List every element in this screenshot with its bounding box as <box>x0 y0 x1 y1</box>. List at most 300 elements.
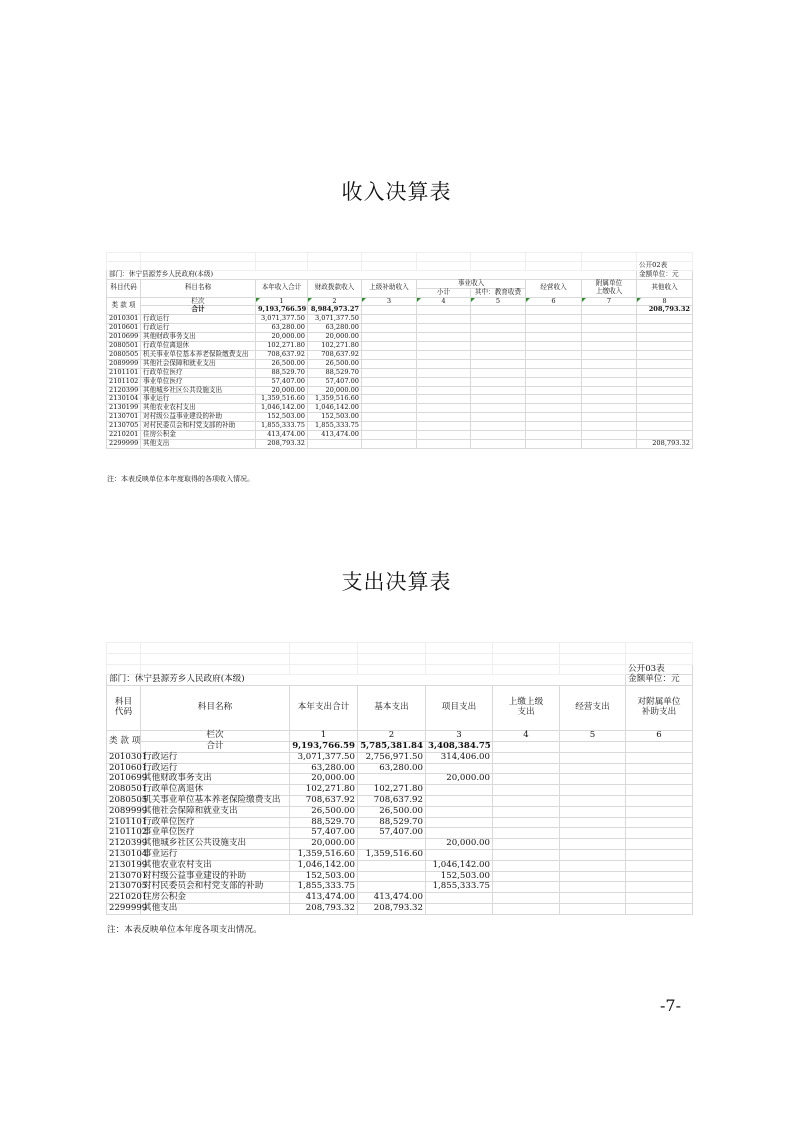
row-code: 2089999 <box>107 806 141 817</box>
empty-cell <box>526 368 582 377</box>
row-code: 2299999 <box>107 440 141 449</box>
empty-cell <box>493 893 560 904</box>
header-total: 本年收入合计 <box>256 279 308 297</box>
col-num: 3 <box>362 297 417 306</box>
empty-cell <box>626 828 693 839</box>
empty-cell <box>582 377 637 386</box>
empty-cell <box>560 752 626 763</box>
table-row <box>107 752 693 763</box>
table-row <box>107 368 693 377</box>
row-fiscal: 708,637.92 <box>308 350 362 359</box>
row-name: 事业运行 <box>141 395 256 404</box>
empty-cell <box>493 785 560 796</box>
row-other <box>637 333 693 342</box>
row-fiscal: 413,474.00 <box>308 431 362 440</box>
row-name: 事业运行 <box>141 849 290 860</box>
empty-cell <box>560 871 626 882</box>
empty-cell <box>560 806 626 817</box>
empty-cell <box>471 377 526 386</box>
empty-cell <box>526 431 582 440</box>
row-code: 2130199 <box>107 860 141 871</box>
row-name: 其他支出 <box>141 440 256 449</box>
sum-fiscal: 8,984,973.27 <box>308 306 362 315</box>
empty-cell <box>417 342 471 351</box>
row-name: 行政运行 <box>141 324 256 333</box>
row-total: 102,271.80 <box>290 785 358 796</box>
row-name: 行政单位医疗 <box>141 368 256 377</box>
empty-cell <box>582 315 637 324</box>
header-code: 科目 代码 <box>107 686 141 731</box>
row-total: 20,000.00 <box>256 333 308 342</box>
row-code: 2080501 <box>107 342 141 351</box>
department-label: 部门：休宁县源芳乡人民政府(本级) <box>107 675 626 686</box>
row-fiscal: 3,071,377.50 <box>308 315 362 324</box>
header-name: 科目名称 <box>141 686 290 731</box>
row-code: 2130701 <box>107 413 141 422</box>
empty-cell <box>493 849 560 860</box>
row-code: 2010699 <box>107 774 141 785</box>
empty-cell <box>493 752 560 763</box>
row-basic <box>358 839 426 850</box>
empty-cell <box>362 333 417 342</box>
header-affil: 附属单位 上缴收入 <box>582 279 637 297</box>
empty-cell <box>493 806 560 817</box>
table-row <box>107 386 693 395</box>
row-code: 2130199 <box>107 404 141 413</box>
empty-cell <box>471 431 526 440</box>
empty-cell <box>471 413 526 422</box>
empty-cell <box>471 333 526 342</box>
table-row <box>107 440 693 449</box>
empty-cell <box>626 785 693 796</box>
header-total: 本年支出合计 <box>290 686 358 731</box>
empty-cell <box>626 806 693 817</box>
empty-cell <box>471 404 526 413</box>
row-total: 1,855,333.75 <box>290 882 358 893</box>
empty-cell <box>493 763 560 774</box>
empty-cell <box>626 860 693 871</box>
row-code: 2080505 <box>107 795 141 806</box>
row-project <box>426 795 493 806</box>
empty-cell <box>362 359 417 368</box>
header-other: 其他收入 <box>637 279 693 297</box>
row-name: 住房公积金 <box>141 893 290 904</box>
empty-cell <box>417 440 471 449</box>
row-name: 行政单位医疗 <box>141 817 290 828</box>
row-basic: 26,500.00 <box>358 806 426 817</box>
sum-project: 3,408,384.75 <box>426 741 493 752</box>
empty-cell <box>582 422 637 431</box>
empty-cell <box>526 404 582 413</box>
table-row <box>107 422 693 431</box>
empty-cell <box>560 860 626 871</box>
col-num: 6 <box>626 731 693 742</box>
row-total: 1,359,516.60 <box>290 849 358 860</box>
row-name: 事业单位医疗 <box>141 828 290 839</box>
empty-cell <box>560 828 626 839</box>
table-row <box>107 377 693 386</box>
empty-cell <box>560 839 626 850</box>
empty-cell <box>526 324 582 333</box>
row-fiscal: 20,000.00 <box>308 386 362 395</box>
col-num: 2 <box>358 731 426 742</box>
row-code: 2101102 <box>107 828 141 839</box>
row-total: 88,529.70 <box>256 368 308 377</box>
empty-cell <box>560 849 626 860</box>
table-row <box>107 903 693 914</box>
empty-cell <box>626 839 693 850</box>
row-total: 413,474.00 <box>290 893 358 904</box>
row-name: 对村民委员会和村党支部的补助 <box>141 422 256 431</box>
row-project: 1,046,142.00 <box>426 860 493 871</box>
row-name: 对村级公益事业建设的补助 <box>141 413 256 422</box>
empty-cell <box>471 342 526 351</box>
row-name: 其他农业农村支出 <box>141 404 256 413</box>
empty-cell <box>582 440 637 449</box>
empty-cell <box>582 342 637 351</box>
row-code: 2010301 <box>107 315 141 324</box>
row-name: 对村级公益事业建设的补助 <box>141 871 290 882</box>
col-num: 6 <box>526 297 582 306</box>
row-name: 行政单位离退休 <box>141 342 256 351</box>
row-name: 其他社会保障和就业支出 <box>141 806 290 817</box>
income-table-title: 收入决算表 <box>341 180 452 204</box>
row-name: 其他农业农村支出 <box>141 860 290 871</box>
row-other <box>637 386 693 395</box>
empty-cell <box>493 795 560 806</box>
empty-cell <box>560 763 626 774</box>
row-total: 708,637.92 <box>256 350 308 359</box>
row-other <box>637 324 693 333</box>
row-project: 314,406.00 <box>426 752 493 763</box>
empty-cell <box>626 817 693 828</box>
row-project <box>426 903 493 914</box>
empty-cell <box>362 413 417 422</box>
col-num: 2 <box>308 297 362 306</box>
empty-cell <box>362 440 417 449</box>
row-fiscal: 57,407.00 <box>308 377 362 386</box>
empty-cell <box>471 395 526 404</box>
empty-cell <box>417 324 471 333</box>
empty-cell <box>526 333 582 342</box>
table-row <box>107 849 693 860</box>
row-code: 2010301 <box>107 752 141 763</box>
row-code: 2101102 <box>107 377 141 386</box>
empty-cell <box>471 315 526 324</box>
empty-cell <box>626 763 693 774</box>
empty-cell <box>362 315 417 324</box>
row-basic: 57,407.00 <box>358 828 426 839</box>
row-code: 2080501 <box>107 785 141 796</box>
row-fiscal: 26,500.00 <box>308 359 362 368</box>
empty-cell <box>526 359 582 368</box>
row-code: 2120399 <box>107 839 141 850</box>
row-project <box>426 849 493 860</box>
empty-cell <box>526 422 582 431</box>
empty-cell <box>582 359 637 368</box>
page-number: -7- <box>660 996 681 1015</box>
table-row <box>107 359 693 368</box>
row-project <box>426 763 493 774</box>
row-total: 57,407.00 <box>290 828 358 839</box>
row-other <box>637 368 693 377</box>
row-name: 其他城乡社区公共设施支出 <box>141 386 256 395</box>
row-code: 2101101 <box>107 817 141 828</box>
form-number: 公开03表 <box>626 664 693 675</box>
table-row <box>107 882 693 893</box>
empty-cell <box>526 350 582 359</box>
row-code: 2010601 <box>107 324 141 333</box>
row-code: 2130705 <box>107 422 141 431</box>
empty-cell <box>362 386 417 395</box>
row-name: 其他财政事务支出 <box>141 333 256 342</box>
row-total: 1,046,142.00 <box>256 404 308 413</box>
row-total: 26,500.00 <box>256 359 308 368</box>
empty-cell <box>471 368 526 377</box>
header-name: 科目名称 <box>141 279 256 297</box>
empty-cell <box>582 368 637 377</box>
row-name: 行政单位离退休 <box>141 785 290 796</box>
row-total: 57,407.00 <box>256 377 308 386</box>
form-number: 公开02表 <box>637 261 693 270</box>
row-other <box>637 413 693 422</box>
row-total: 208,793.32 <box>256 440 308 449</box>
kind-labels: 类 款 项 <box>107 297 141 315</box>
row-code: 2010699 <box>107 333 141 342</box>
empty-cell <box>582 404 637 413</box>
row-total: 152,503.00 <box>256 413 308 422</box>
row-total: 3,071,377.50 <box>256 315 308 324</box>
row-code: 2130705 <box>107 882 141 893</box>
row-code: 2210201 <box>107 431 141 440</box>
empty-cell <box>362 395 417 404</box>
row-code: 2210201 <box>107 893 141 904</box>
col-label: 栏次 <box>141 297 256 306</box>
header-oper: 经营收入 <box>526 279 582 297</box>
empty-cell <box>362 422 417 431</box>
empty-cell <box>417 404 471 413</box>
row-other <box>637 315 693 324</box>
header-project: 项目支出 <box>426 686 493 731</box>
empty-cell <box>362 350 417 359</box>
empty-cell <box>493 882 560 893</box>
table-row <box>107 785 693 796</box>
empty-cell <box>417 422 471 431</box>
row-name: 其他财政事务支出 <box>141 774 290 785</box>
row-total: 20,000.00 <box>290 774 358 785</box>
row-fiscal: 88,529.70 <box>308 368 362 377</box>
row-project <box>426 806 493 817</box>
empty-cell <box>582 350 637 359</box>
empty-cell <box>417 333 471 342</box>
col-num: 8 <box>637 297 693 306</box>
row-code: 2299999 <box>107 903 141 914</box>
row-name: 对村民委员会和村党支部的补助 <box>141 882 290 893</box>
empty-cell <box>582 395 637 404</box>
row-basic <box>358 774 426 785</box>
row-total: 208,793.32 <box>290 903 358 914</box>
empty-cell <box>526 395 582 404</box>
empty-cell <box>626 893 693 904</box>
table-row <box>107 431 693 440</box>
row-project <box>426 785 493 796</box>
header-fiscal: 财政拨款收入 <box>308 279 362 297</box>
row-total: 152,503.00 <box>290 871 358 882</box>
table-row <box>107 860 693 871</box>
row-other <box>637 395 693 404</box>
row-other <box>637 422 693 431</box>
row-basic <box>358 860 426 871</box>
empty-cell <box>417 377 471 386</box>
header-upper: 上级补助收入 <box>362 279 417 297</box>
row-code: 2089999 <box>107 359 141 368</box>
col-num: 1 <box>256 297 308 306</box>
income-table <box>106 252 693 449</box>
row-total: 1,359,516.60 <box>256 395 308 404</box>
row-basic: 1,359,516.60 <box>358 849 426 860</box>
table-row <box>107 333 693 342</box>
sum-total: 9,193,766.59 <box>290 741 358 752</box>
empty-cell <box>526 342 582 351</box>
empty-cell <box>493 860 560 871</box>
row-basic: 102,271.80 <box>358 785 426 796</box>
row-basic: 208,793.32 <box>358 903 426 914</box>
row-name: 行政运行 <box>141 752 290 763</box>
row-code: 2120399 <box>107 386 141 395</box>
header-affil: 对附属单位 补助支出 <box>626 686 693 731</box>
expense-note: 注：本表反映单位本年度各项支出情况。 <box>107 925 262 935</box>
header-oper: 经营支出 <box>560 686 626 731</box>
table-row <box>107 315 693 324</box>
empty-cell <box>493 839 560 850</box>
col-num: 5 <box>560 731 626 742</box>
header-basic: 基本支出 <box>358 686 426 731</box>
sum-other: 208,793.32 <box>637 306 693 315</box>
empty-cell <box>417 395 471 404</box>
empty-cell <box>582 431 637 440</box>
row-total: 1,855,333.75 <box>256 422 308 431</box>
row-name: 事业单位医疗 <box>141 377 256 386</box>
row-fiscal <box>308 440 362 449</box>
col-num: 3 <box>426 731 493 742</box>
row-project: 20,000.00 <box>426 839 493 850</box>
empty-cell <box>582 413 637 422</box>
empty-cell <box>560 817 626 828</box>
empty-cell <box>582 333 637 342</box>
row-name: 机关事业单位基本养老保险缴费支出 <box>141 795 290 806</box>
empty-cell <box>626 774 693 785</box>
row-other <box>637 377 693 386</box>
row-fiscal: 152,503.00 <box>308 413 362 422</box>
table-row <box>107 893 693 904</box>
table-row <box>107 795 693 806</box>
col-num: 4 <box>417 297 471 306</box>
row-total: 1,046,142.00 <box>290 860 358 871</box>
row-name: 住房公积金 <box>141 431 256 440</box>
empty-cell <box>471 350 526 359</box>
empty-cell <box>526 386 582 395</box>
table-row <box>107 806 693 817</box>
empty-cell <box>493 828 560 839</box>
row-fiscal: 1,359,516.60 <box>308 395 362 404</box>
col-num: 5 <box>471 297 526 306</box>
empty-cell <box>471 440 526 449</box>
row-project: 152,503.00 <box>426 871 493 882</box>
row-total: 413,474.00 <box>256 431 308 440</box>
row-name: 行政运行 <box>141 763 290 774</box>
sum-basic: 5,785,381.84 <box>358 741 426 752</box>
empty-cell <box>582 324 637 333</box>
row-fiscal: 1,046,142.00 <box>308 404 362 413</box>
header-biz-edu: 其中：教育收费 <box>471 288 526 297</box>
row-total: 88,529.70 <box>290 817 358 828</box>
unit-label: 金额单位：元 <box>626 675 693 686</box>
empty-cell <box>560 893 626 904</box>
row-other: 208,793.32 <box>637 440 693 449</box>
row-fiscal: 63,280.00 <box>308 324 362 333</box>
row-total: 63,280.00 <box>290 763 358 774</box>
empty-cell <box>560 882 626 893</box>
empty-cell <box>626 795 693 806</box>
row-other <box>637 404 693 413</box>
empty-cell <box>471 422 526 431</box>
empty-cell <box>471 386 526 395</box>
unit-label: 金额单位：元 <box>637 270 693 279</box>
empty-cell <box>526 440 582 449</box>
empty-cell <box>526 413 582 422</box>
empty-cell <box>417 386 471 395</box>
header-biz-sub: 小计 <box>417 288 471 297</box>
row-total: 20,000.00 <box>256 386 308 395</box>
sum-label: 合计 <box>141 741 290 752</box>
header-biz: 事业收入 <box>417 279 526 288</box>
empty-cell <box>362 368 417 377</box>
empty-cell <box>493 871 560 882</box>
row-basic: 708,637.92 <box>358 795 426 806</box>
empty-cell <box>417 431 471 440</box>
row-project <box>426 828 493 839</box>
expense-table <box>106 642 693 915</box>
row-project <box>426 893 493 904</box>
row-other <box>637 359 693 368</box>
empty-cell <box>626 871 693 882</box>
row-fiscal: 1,855,333.75 <box>308 422 362 431</box>
row-total: 708,637.92 <box>290 795 358 806</box>
empty-cell <box>417 359 471 368</box>
empty-cell <box>560 785 626 796</box>
department-label: 部门：休宁县源芳乡人民政府(本级) <box>107 270 637 279</box>
empty-cell <box>471 359 526 368</box>
row-basic: 88,529.70 <box>358 817 426 828</box>
row-name: 其他社会保障和就业支出 <box>141 359 256 368</box>
row-project <box>426 817 493 828</box>
row-name: 其他城乡社区公共设施支出 <box>141 839 290 850</box>
kind-labels: 类 款 项 <box>107 731 141 753</box>
col-num: 4 <box>493 731 560 742</box>
empty-cell <box>626 849 693 860</box>
empty-cell <box>417 350 471 359</box>
empty-cell <box>560 795 626 806</box>
row-basic <box>358 882 426 893</box>
row-fiscal: 20,000.00 <box>308 333 362 342</box>
col-label: 栏次 <box>141 731 290 742</box>
row-name: 其他支出 <box>141 903 290 914</box>
expense-table-title: 支出决算表 <box>341 570 452 594</box>
row-basic <box>358 871 426 882</box>
row-basic: 2,756,971.50 <box>358 752 426 763</box>
income-note: 注：本表反映单位本年度取得的各项收入情况。 <box>107 475 254 483</box>
row-total: 63,280.00 <box>256 324 308 333</box>
